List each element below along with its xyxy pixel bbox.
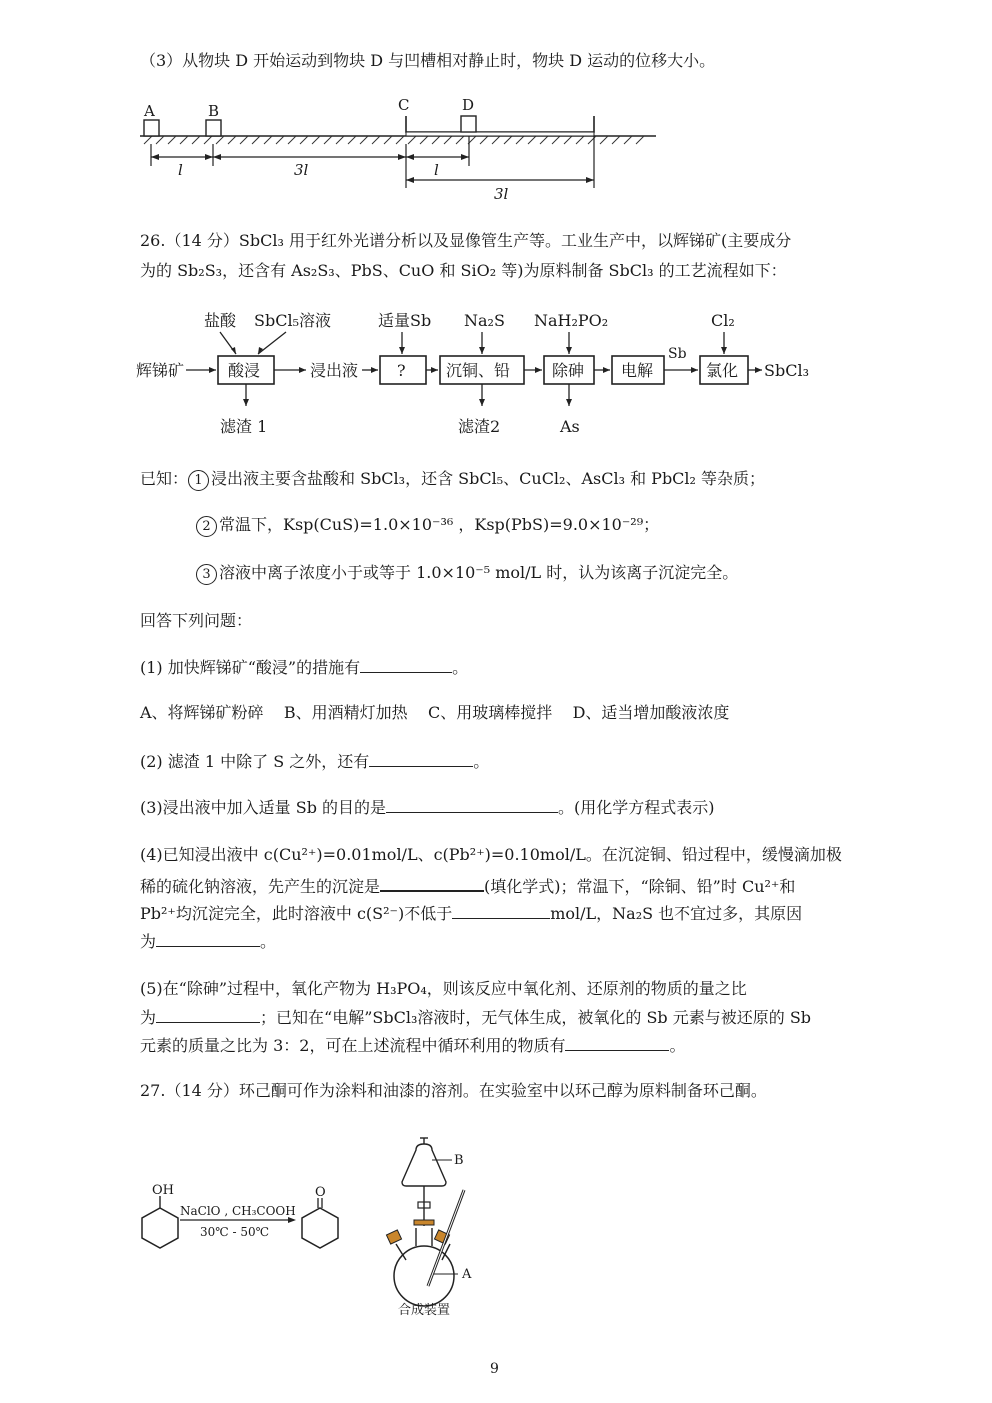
question-4-line3 — [140, 902, 802, 925]
flow-sb: Sb — [668, 346, 687, 362]
question-5-line3-b: 。 — [669, 1036, 686, 1055]
dim-l-1: l — [178, 161, 183, 179]
question-1-end: 。 — [452, 658, 469, 677]
dropping-funnel — [402, 1144, 446, 1186]
hydroxyl-label: OH — [152, 1183, 174, 1198]
flow-arsenic: As — [560, 417, 580, 436]
synthesis-apparatus — [376, 1136, 506, 1316]
label-a-apparatus: A — [462, 1267, 472, 1282]
flow-box-acid-leach-label: 酸浸 — [228, 361, 261, 380]
question-5-line3 — [140, 1034, 685, 1057]
question-4-line2-b: (填化学式)；常温下，“除铜、铅”时 Cu²⁺和 — [484, 877, 796, 896]
block-a — [144, 120, 159, 136]
page-number: 9 — [490, 1361, 499, 1377]
q25-part3: （3）从物块 D 开始运动到物块 D 与凹槽相对静止时，物块 D 运动的位移大小。 — [140, 51, 716, 70]
flow-input-na2s: Na₂S — [464, 311, 505, 330]
question-4-line3-a: Pb²⁺均沉淀完全，此时溶液中 c(S²⁻)不低于 — [140, 904, 453, 923]
known-item-2: 常温下，Ksp(CuS)=1.0×10⁻³⁶ ，Ksp(PbS)=9.0×10⁻²⁹； — [219, 515, 660, 534]
flow-residue-2: 滤渣2 — [458, 417, 501, 436]
flow-box-electrolysis-label: 电解 — [621, 361, 654, 380]
question-4-line1: (4)已知浸出液中 c(Cu²⁺)=0.01mol/L、c(Pb²⁺)=0.10mol/L。在沉淀铜、铅过程中，缓慢滴加极 — [140, 845, 842, 864]
known-label: 已知： — [140, 469, 189, 488]
dim-3l-1: 3l — [294, 161, 309, 179]
answer-blank-4c[interactable] — [156, 930, 260, 947]
known-list-2 — [196, 514, 659, 537]
flow-input-sb: 适量Sb — [378, 311, 432, 330]
question-4-line3-b: mol/L，Na₂S 也不宜过多，其原因 — [550, 904, 803, 923]
answer-blank-4b[interactable] — [452, 902, 550, 919]
answer-blank-4a[interactable] — [380, 874, 484, 892]
reagents-label: NaClO , CH₃COOH — [180, 1204, 296, 1218]
flow-end: SbCl₃ — [764, 361, 809, 380]
label-b: B — [208, 102, 220, 120]
flow-box-precipitate-label: 沉铜、铅 — [446, 361, 511, 380]
answer-blank-3[interactable] — [386, 796, 558, 813]
answer-blank-5a[interactable] — [156, 1006, 260, 1023]
flow-input-cl2: Cl₂ — [711, 311, 735, 330]
flow-input-nah2po2: NaH₂PO₂ — [534, 311, 609, 330]
flow-input-hcl: 盐酸 — [204, 311, 237, 330]
question-5-line2-a: 为 — [140, 1008, 157, 1027]
answer-blank-1[interactable] — [360, 656, 452, 673]
question-2 — [140, 750, 489, 773]
reaction-scheme — [134, 1180, 364, 1260]
known-list-3 — [196, 562, 738, 585]
question-1 — [140, 656, 468, 679]
flow-input-sbcl5: SbCl₅溶液 — [254, 311, 331, 330]
answer-blank-2[interactable] — [369, 750, 473, 767]
label-c: C — [398, 96, 410, 114]
question-3 — [140, 796, 715, 819]
question-5-line2 — [140, 1006, 811, 1029]
blocks-groove-diagram — [136, 92, 666, 204]
circled-number-2: 2 — [196, 516, 217, 537]
circled-number-3: 3 — [196, 564, 217, 585]
dim-3l-2: 3l — [494, 185, 509, 203]
question-5-line2-b: ；已知在“电解”SbCl₃溶液时，无气体生成，被氧化的 Sb 元素与被还原的 Sb — [260, 1008, 812, 1027]
apparatus-caption: 合成装置 — [398, 1303, 451, 1316]
dim-l-2: l — [434, 161, 439, 179]
label-d: D — [462, 96, 475, 114]
flow-start: 辉锑矿 — [136, 361, 185, 380]
label-a: A — [144, 102, 155, 120]
question-5-line3-a: 元素的质量之比为 3：2，可在上述流程中循环利用的物质有 — [140, 1036, 566, 1055]
label-b-apparatus: B — [454, 1153, 464, 1168]
known-item-1: 浸出液主要含盐酸和 SbCl₃，还含 SbCl₅、CuCl₂、AsCl₃ 和 PbCl₂ 等杂质； — [211, 469, 766, 488]
question-4-line4-a: 为 — [140, 932, 157, 951]
flow-box-dearsenic-label: 除砷 — [552, 361, 585, 380]
question-4-line2 — [140, 874, 795, 898]
block-d — [461, 116, 476, 132]
known-item-3: 溶液中离子浓度小于或等于 1.0×10⁻⁵ mol/L 时，认为该离子沉淀完全。 — [219, 563, 739, 582]
carbonyl-label: O — [315, 1185, 326, 1200]
answer-blank-5b[interactable] — [565, 1034, 669, 1051]
three-neck-flask — [394, 1246, 454, 1306]
conditions-label: 30℃ - 50℃ — [200, 1225, 270, 1239]
question-4-line4-b: 。 — [260, 932, 277, 951]
q26-line2: 为的 Sb₂S₃，还含有 As₂S₃、PbS、CuO 和 SiO₂ 等)为原料制备 SbCl₃ 的工艺流程如下： — [140, 261, 787, 280]
block-b — [206, 120, 221, 136]
question-2-text: (2) 滤渣 1 中除了 S 之外，还有 — [140, 752, 370, 771]
cyclohexanol-ring — [142, 1208, 178, 1248]
circled-number-1: 1 — [188, 470, 209, 491]
question-4-line4 — [140, 930, 276, 953]
question-3-text: (3)浸出液中加入适量 Sb 的目的是 — [140, 798, 387, 817]
q27-line1: 27.（14 分）环己酮可作为涂料和油漆的溶剂。在实验室中以环己醇为原料制备环己酮。 — [140, 1081, 767, 1100]
known-list-1 — [140, 468, 765, 491]
flow-box-unknown-label: ? — [397, 361, 406, 380]
question-1-options: A、将辉锑矿粉碎 B、用酒精灯加热 C、用玻璃棒搅拌 D、适当增加酸液浓度 — [140, 703, 730, 722]
question-3-end: 。(用化学方程式表示) — [558, 798, 715, 817]
question-4-line2-a: 稀的硫化钠溶液，先产生的沉淀是 — [140, 877, 381, 896]
question-1-text: (1) 加快辉锑矿“酸浸”的措施有 — [140, 658, 361, 677]
stopper-icon — [414, 1220, 434, 1225]
process-flowchart — [134, 306, 824, 436]
flow-residue-1: 滤渣 1 — [220, 417, 268, 436]
flow-leachate: 浸出液 — [310, 361, 359, 380]
q26-line1: 26.（14 分）SbCl₃ 用于红外光谱分析以及显像管生产等。工业生产中，以辉锑矿(主要成分 — [140, 231, 792, 250]
question-2-end: 。 — [473, 752, 490, 771]
flow-box-chlorination-label: 氯化 — [706, 361, 739, 380]
cyclohexanone-ring — [302, 1208, 338, 1248]
answer-prompt: 回答下列问题： — [140, 611, 253, 630]
groove-c — [406, 116, 594, 132]
question-5-line1: (5)在“除砷”过程中，氧化产物为 H₃PO₄，则该反应中氧化剂、还原剂的物质的量之比 — [140, 979, 747, 998]
